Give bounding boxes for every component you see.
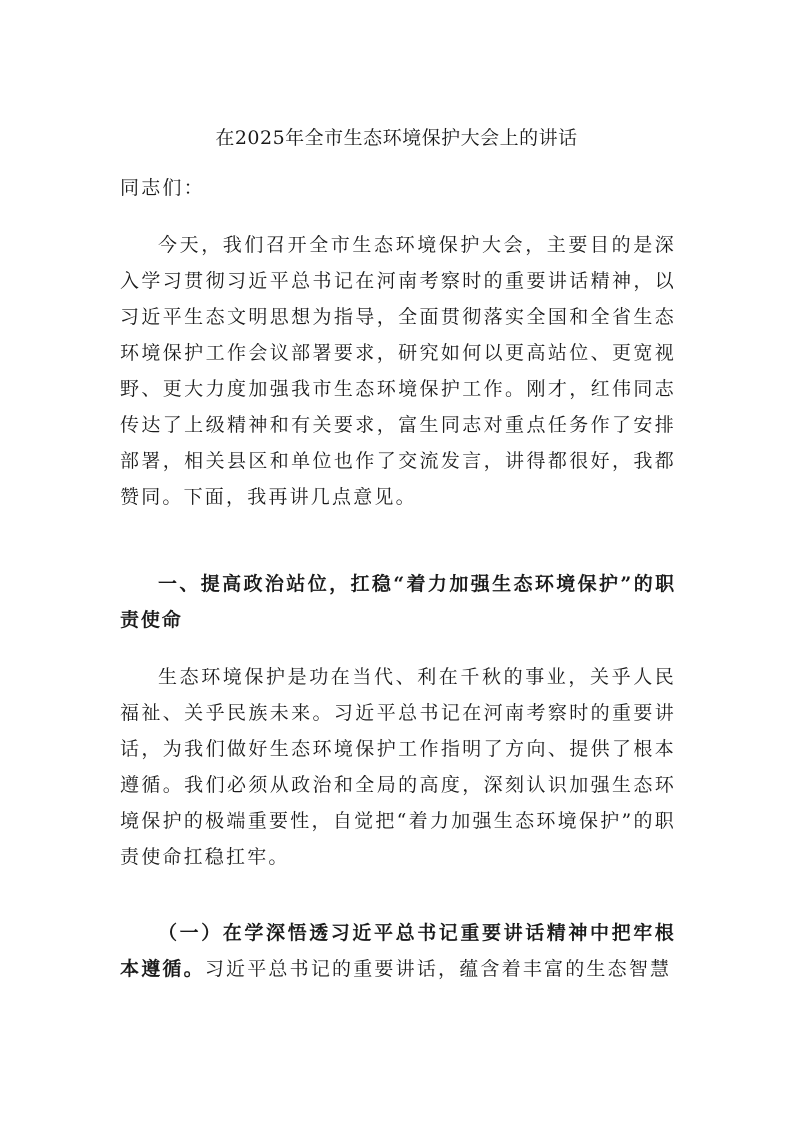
intro-paragraph: 今天，我们召开全市生态环境保护大会，主要目的是深入学习贯彻习近平总书记在河南考察时的重要讲话精神，以习近平生态文明思想为指导，全面贯彻落实全国和全省生态环境保护工作会议部署要求，研究如何以更高站位、更宽视野、更大力度加强我市生态环境保护工作。刚才，红伟同志传达了上级精神和有关要求，富生同志对重点任务作了安排部署，相关县区和单位也作了交流发言，讲得都很好，我都赞同。下面，我再讲几点意见。 [120, 234, 676, 508]
document-title: 在2025年全市生态环境保护大会上的讲话 [215, 127, 578, 149]
subsection-text: 习近平总书记的重要讲话，蕴含着丰富的生态智慧 [204, 958, 672, 980]
subsection-paragraph [120, 915, 676, 987]
section-paragraph: 生态环境保护是功在当代、利在千秋的事业，关乎人民福祉、关乎民族未来。习近平总书记在河南考察时的重要讲话，为我们做好生态环境保护工作指明了方向、提供了根本遵循。我们必须从政治和全局的高度，深刻认识加强生态环境保护的极端重要性，自觉把“着力加强生态环境保护”的职责使命扛稳扛牢。 [120, 666, 676, 868]
salutation: 同志们： [120, 177, 205, 199]
subsection-lead: （一）在学深悟透习近平总书记重要讲话精神中把牢根本遵循。 [120, 922, 676, 980]
section-heading: 一、提高政治站位，扛稳“着力加强生态环境保护”的职责使命 [120, 573, 676, 631]
